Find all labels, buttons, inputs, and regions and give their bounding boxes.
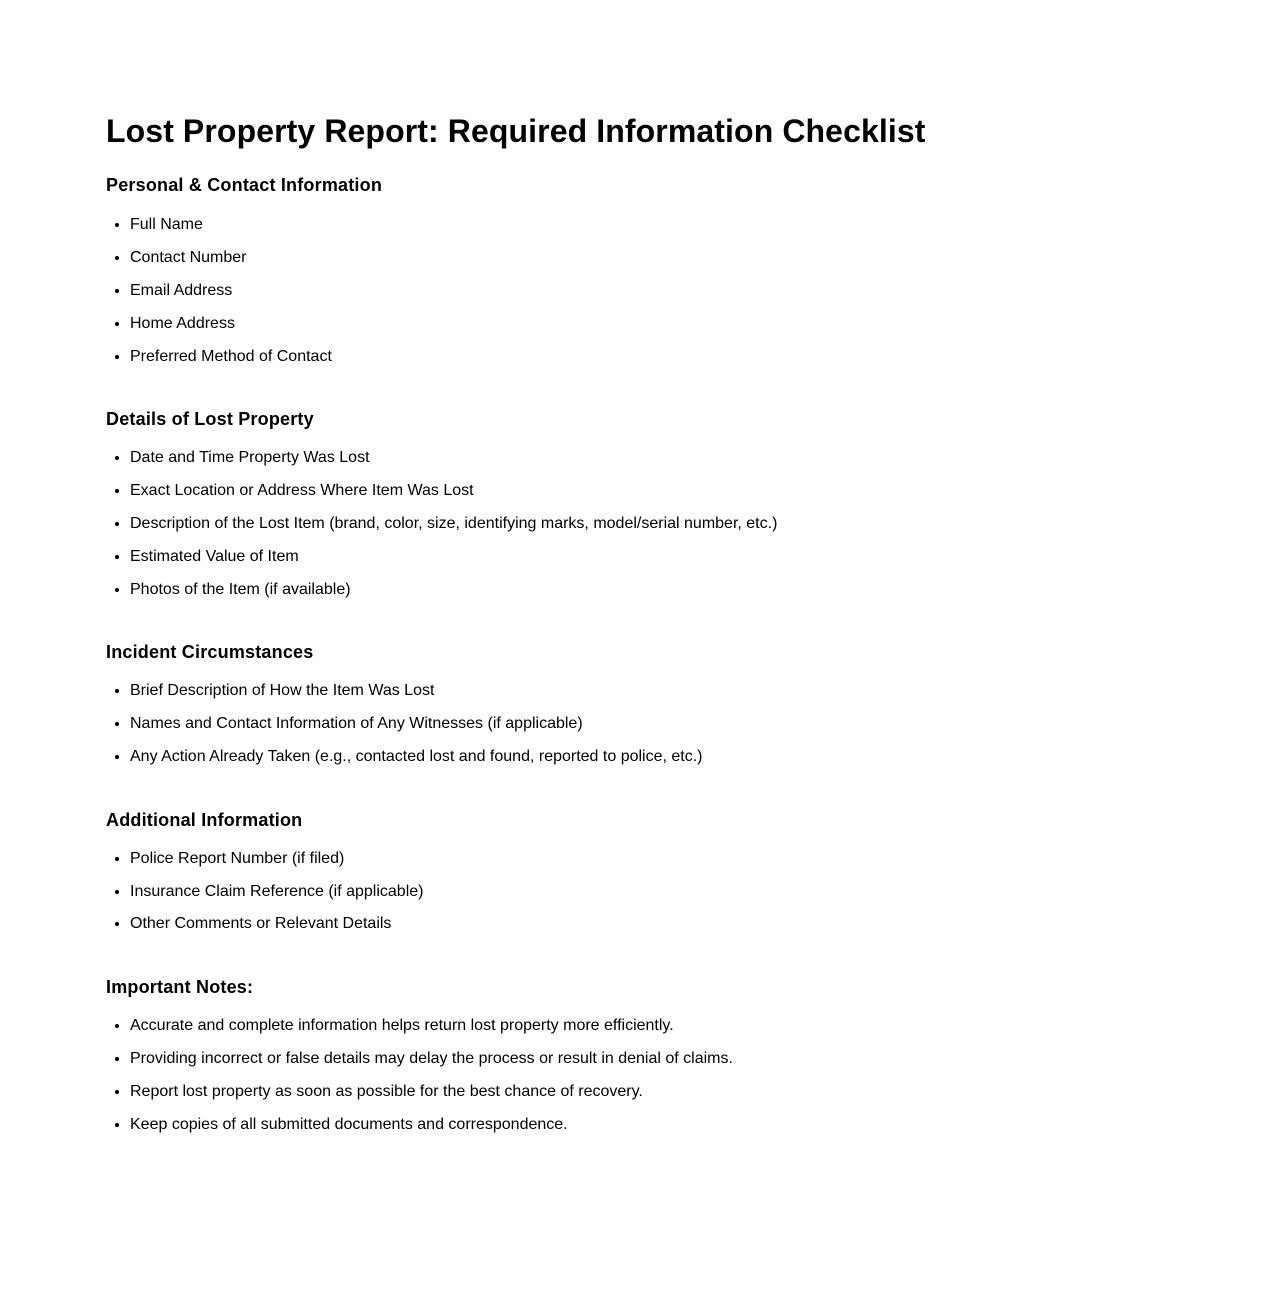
list-item: • Exact Location or Address Where Item Was Lost [130,474,1206,507]
list-item: • Preferred Method of Contact [130,340,1206,373]
list-item: • Keep copies of all submitted documents and correspondence. [130,1108,1206,1141]
section-personal-contact [106,174,1206,373]
list-item: • Brief Description of How the Item Was Lost [130,674,1206,707]
list-item: • Names and Contact Information of Any Witnesses (if applicable) [130,707,1206,740]
checklist [106,674,1206,773]
section-lost-property-details [106,408,1206,606]
checklist [106,208,1206,373]
list-item: • Other Comments or Relevant Details [130,908,1206,940]
list-item: • Report lost property as soon as possible for the best chance of recovery. [130,1075,1206,1108]
checklist-content [106,111,1206,1141]
checklist [106,842,1206,940]
list-item: • Insurance Claim Reference (if applicable) [130,875,1206,908]
section-heading: Incident Circumstances [106,642,314,662]
list-item: • Photos of the Item (if available) [130,573,1206,606]
list-item: • Police Report Number (if filed) [130,842,1206,875]
page-title: Lost Property Report: Required Information Checklist [106,113,926,149]
section-additional-information [106,809,1206,940]
checklist [106,441,1206,606]
list-item: • Estimated Value of Item [130,540,1206,573]
list-item: • Accurate and complete information helps return lost property more efficiently. [130,1009,1206,1042]
list-item: • Date and Time Property Was Lost [130,441,1206,474]
list-item: • Full Name [130,208,1206,241]
section-heading: Personal & Contact Information [106,175,383,195]
section-heading: Details of Lost Property [106,409,314,429]
section-heading: Important Notes: [106,977,254,997]
section-heading: Additional Information [106,810,303,830]
list-item: • Any Action Already Taken (e.g., contacted lost and found, reported to police, etc.) [130,740,1206,773]
list-item: • Email Address [130,274,1206,307]
list-item: • Contact Number [130,241,1206,274]
checklist [106,1009,1206,1141]
list-item: • Home Address [130,307,1206,340]
section-important-notes [106,976,1206,1141]
list-item: • Providing incorrect or false details may delay the process or result in denial of claims. [130,1042,1206,1075]
section-incident-circumstances [106,641,1206,773]
list-item: • Description of the Lost Item (brand, color, size, identifying marks, model/serial number, etc.) [130,507,1206,540]
